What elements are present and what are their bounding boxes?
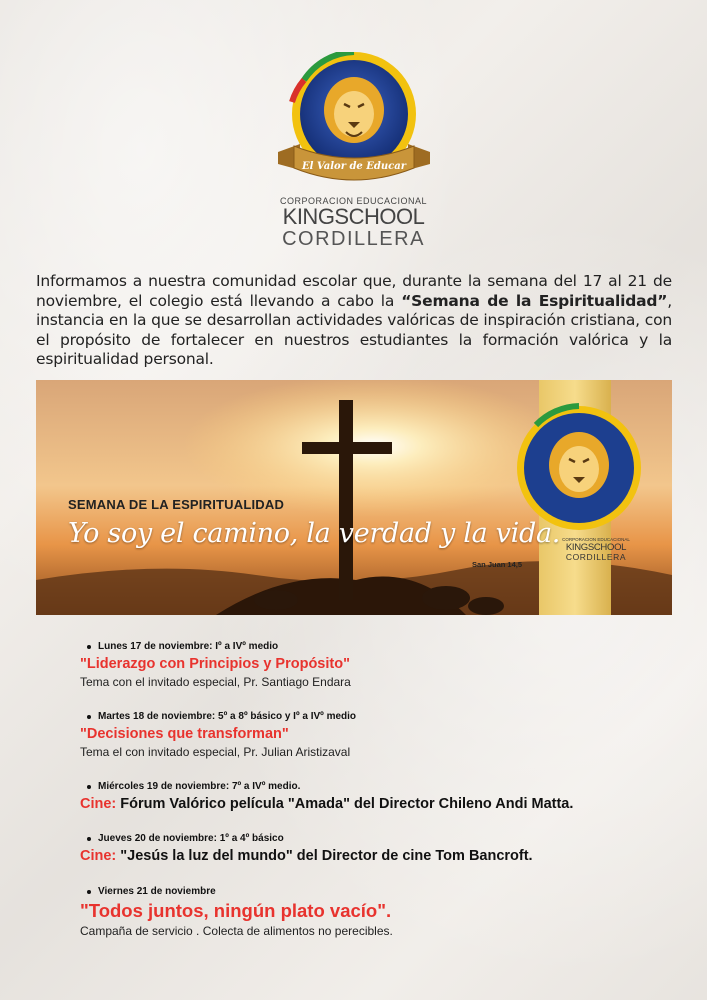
event-line: [80, 794, 680, 814]
intro-part2: , instancia en la que se desarrollan actividades valóricas de inspiración cristiana, con el propósito de fortalecer en nuestros estudiantes la formación valórica y la espiritualidad personal.: [36, 291, 672, 368]
brand-kingschool: KINGSCHOOL: [282, 204, 425, 229]
brand-cordillera: CORDILLERA: [282, 228, 425, 250]
banner-bible-reference: San Juan 14,5: [472, 560, 523, 569]
event-detail: Tema el con invitado especial, Pr. Julian Aristizaval: [80, 745, 351, 759]
banner-quote: Yo soy el camino, la verdad y la vida.: [68, 518, 561, 549]
event-heading: Martes 18 de noviembre: 5º a 8º básico y Iº a IVº medio: [80, 710, 680, 724]
banner-brand-kingschool: KINGSCHOOL: [565, 542, 627, 553]
event-heading: Lunes 17 de noviembre: Iº a IVº medio: [80, 640, 680, 654]
event-title: "Todos juntos, ningún plato vacío".: [80, 900, 392, 921]
event-prefix: Cine:: [80, 848, 117, 864]
spirituality-banner: [36, 380, 672, 615]
event-tuesday: [80, 710, 680, 760]
corporation-label: CORPORACION EDUCACIONAL: [279, 196, 428, 206]
lion-emblem-icon: [274, 52, 434, 192]
event-heading: Viernes 21 de noviembre: [80, 885, 680, 899]
event-text: Fórum Valórico película "Amada" del Director Chileno Andi Matta.: [116, 796, 574, 812]
event-prefix: Cine:: [80, 796, 117, 812]
event-detail: Campaña de servicio . Colecta de alimentos no perecibles.: [80, 924, 393, 938]
event-heading: Jueves 20 de noviembre: 1º a 4º básico: [80, 832, 680, 846]
banner-brand-cordillera: CORDILLERA: [565, 552, 627, 562]
event-text: "Jesús la luz del mundo" del Director de cine Tom Bancroft.: [116, 848, 533, 864]
event-line: [80, 846, 680, 866]
banner-corporation-label: CORPORACION EDUCACIONAL: [562, 537, 630, 542]
event-heading: Miércoles 19 de noviembre: 7º a IVº medio.: [80, 780, 680, 794]
event-title: "Liderazgo con Principios y Propósito": [80, 656, 350, 672]
event-thursday: [80, 832, 680, 866]
event-detail: Tema con el invitado especial, Pr. Santiago Endara: [80, 675, 351, 689]
emblem-motto: El Valor de Educar: [301, 161, 406, 172]
school-logo: [0, 52, 707, 192]
intro-part1: Informamos a nuestra comunidad escolar que, durante la semana del 17 al 21 de noviembre, el colegio está llevando a cabo la: [36, 272, 672, 310]
intro-paragraph: [36, 272, 672, 370]
event-wednesday: [80, 780, 680, 814]
event-monday: [80, 640, 680, 690]
event-title: "Decisiones que transforman": [80, 726, 289, 742]
intro-highlight: “Semana de la Espiritualidad”: [401, 291, 668, 310]
event-friday: [80, 885, 680, 939]
banner-title: SEMANA DE LA ESPIRITUALIDAD: [68, 497, 285, 512]
